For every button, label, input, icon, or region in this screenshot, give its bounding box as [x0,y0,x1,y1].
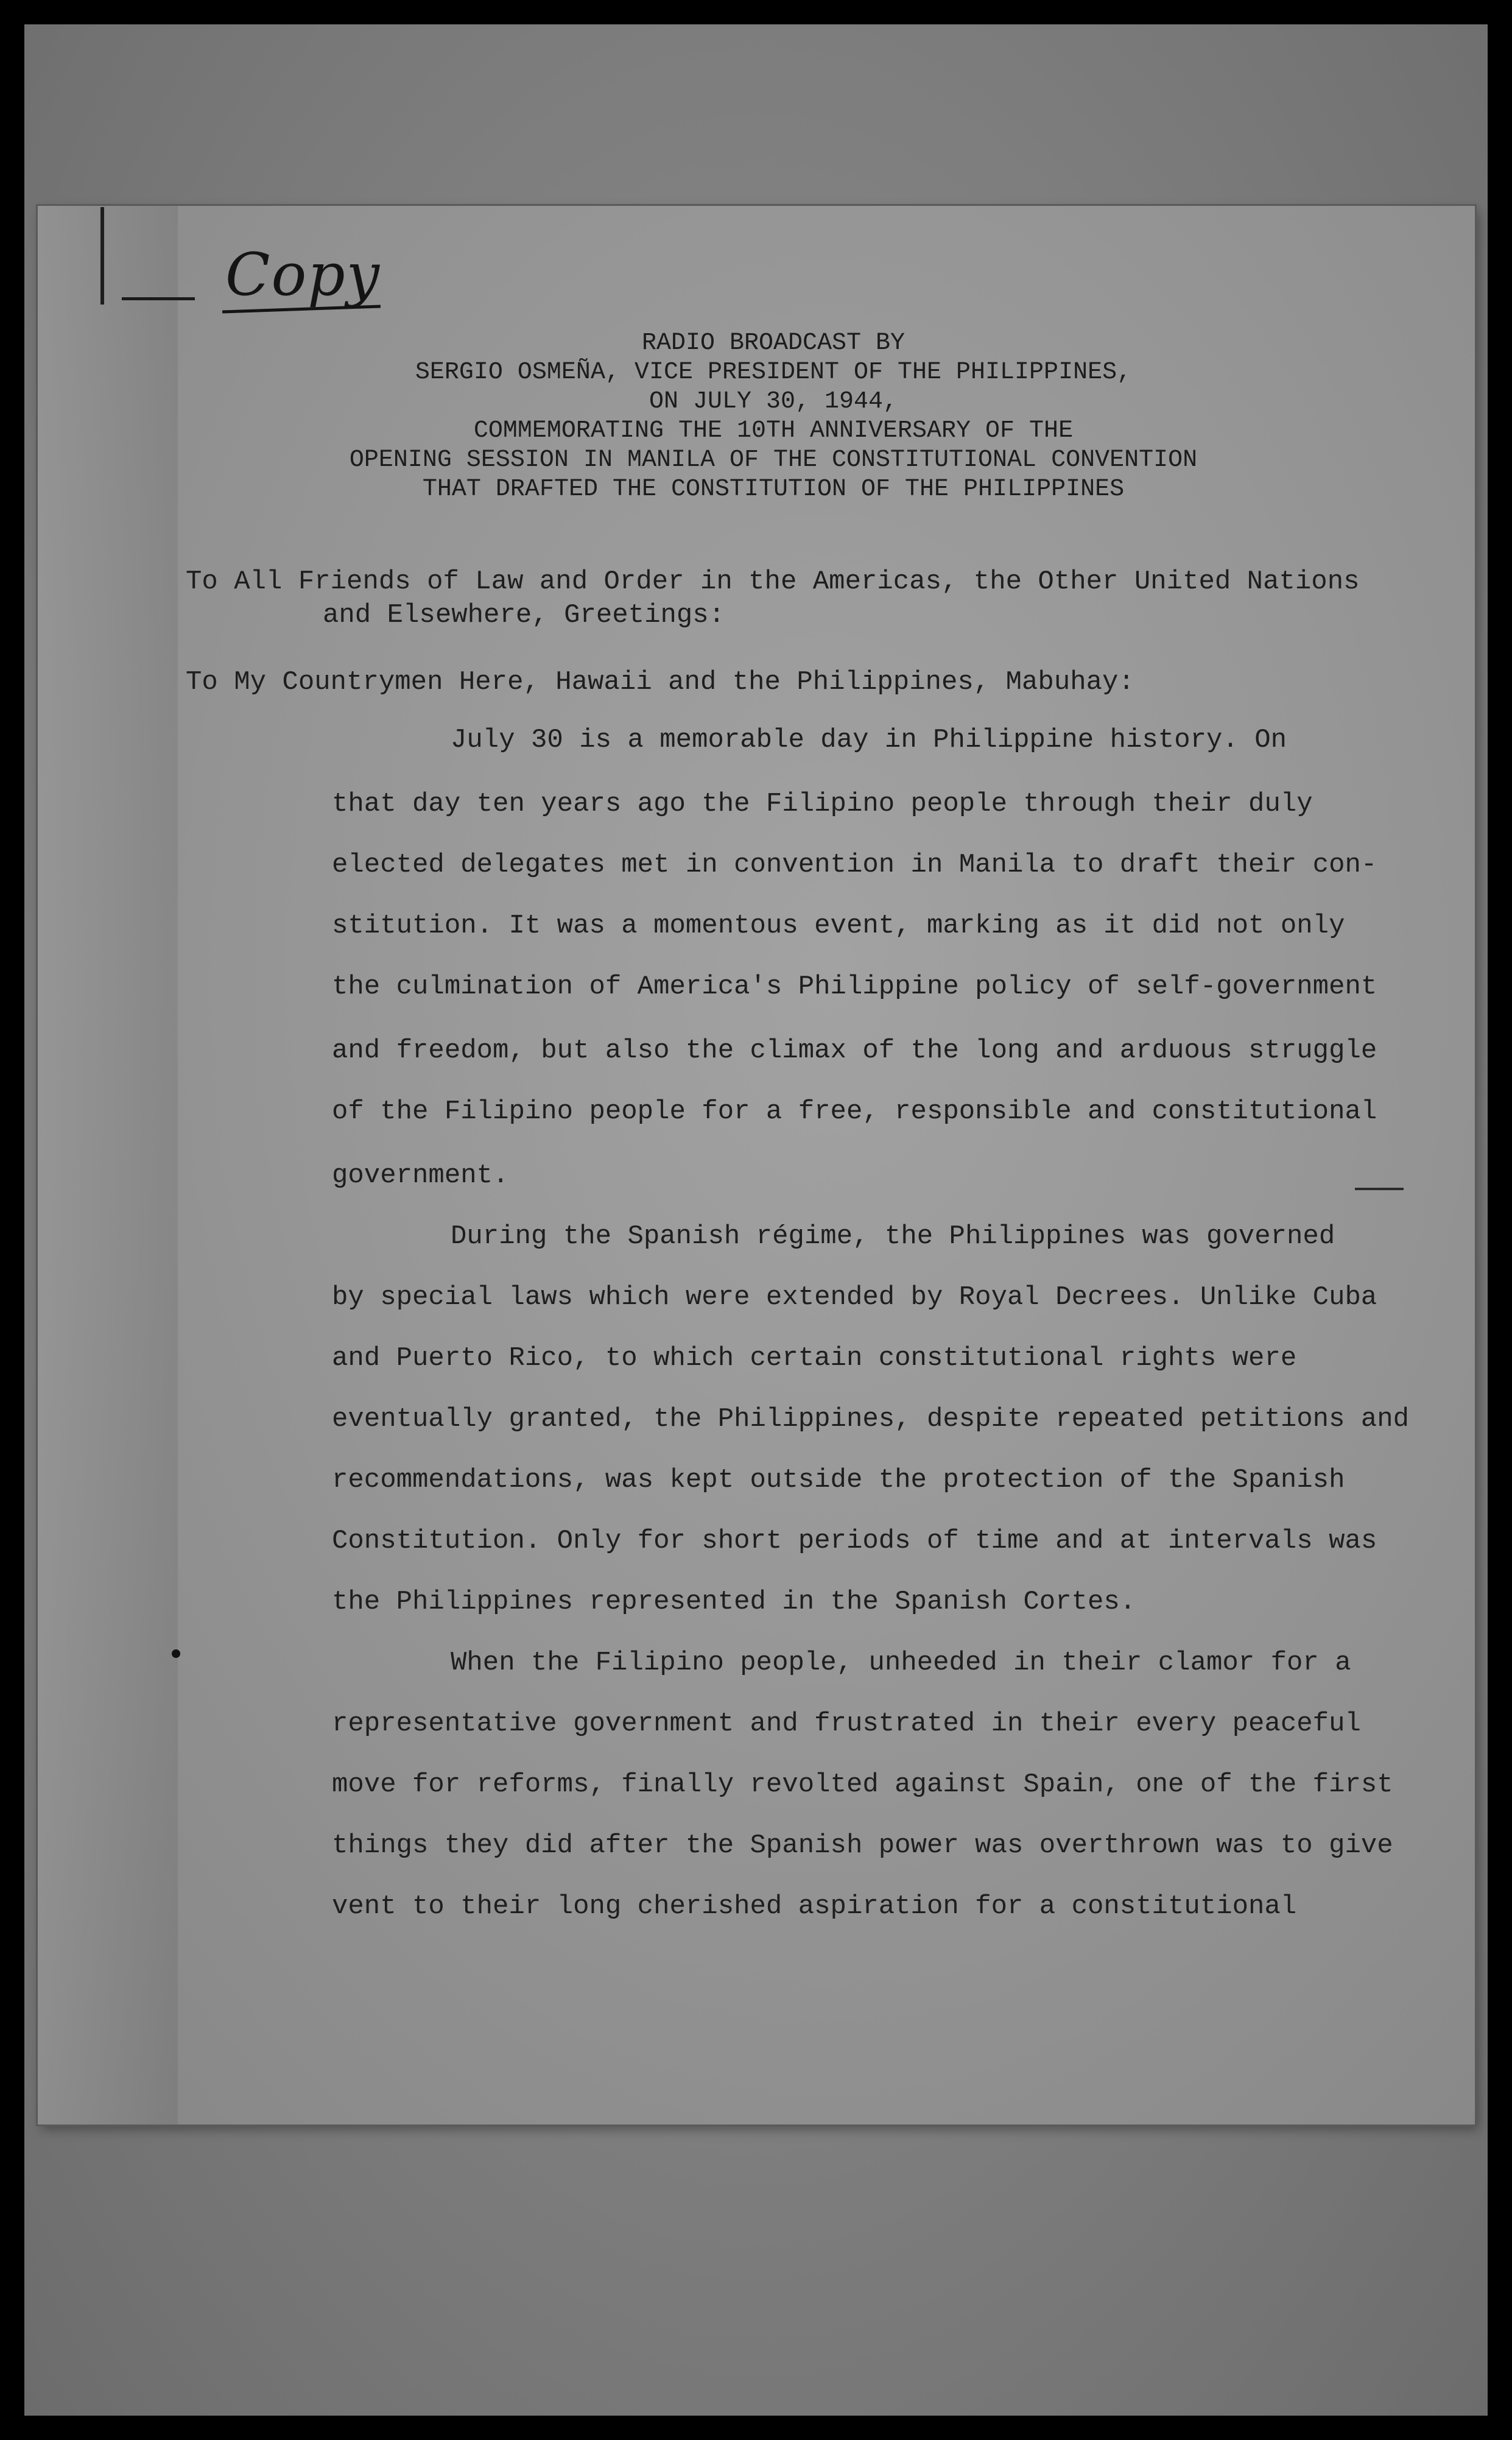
handwritten-dash [122,297,195,300]
salutation-line: and Elsewhere, Greetings: [323,600,725,630]
paragraph-line: the Philippines represented in the Spanish Cortes. [332,1587,1136,1617]
heading-line: OPENING SESSION IN MANILA OF THE CONSTITUTIONAL CONVENTION [349,446,1198,474]
heading-line: COMMEMORATING THE 10TH ANNIVERSARY OF THE [473,417,1074,445]
paragraph-line: government. [332,1160,509,1191]
paragraph-line: recommendations, was kept outside the protection of the Spanish [332,1465,1345,1495]
heading-line: THAT DRAFTED THE CONSTITUTION OF THE PHILIPPINES [422,476,1125,503]
paragraph-line: elected delegates met in convention in Manila to draft their con- [332,850,1377,880]
paragraph-line: things they did after the Spanish power was overthrown was to give [332,1830,1393,1861]
paragraph-line: move for reforms, finally revolted against Spain, one of the first [332,1769,1393,1800]
paragraph-line: Constitution. Only for short periods of time and at intervals was [332,1526,1377,1556]
paragraph-line: vent to their long cherished aspiration for a constitutional [332,1891,1297,1922]
handwritten-copy-note: Copy [225,241,381,309]
paragraph-line: representative government and frustrated in their every peaceful [332,1708,1361,1739]
paragraph-line: that day ten years ago the Filipino people through their duly [332,789,1313,819]
paragraph-line: eventually granted, the Philippines, despite repeated petitions and [332,1404,1410,1434]
paragraph-line: stitution. It was a momentous event, marking as it did not only [332,911,1345,941]
margin-mark [1355,1188,1404,1190]
paragraph-line: by special laws which were extended by Royal Decrees. Unlike Cuba [332,1282,1377,1313]
heading-line: ON JULY 30, 1944, [649,388,898,415]
folded-edge [38,206,178,2124]
fold-crease [100,207,104,305]
salutation-line: To All Friends of Law and Order in the Americas, the Other United Nations [186,566,1360,597]
ink-dot [172,1649,180,1658]
salutation-line: To My Countrymen Here, Hawaii and the Philippines, Mabuhay: [186,667,1134,697]
paragraph-line: During the Spanish régime, the Philippines was governed [451,1221,1335,1252]
paragraph-line: July 30 is a memorable day in Philippine history. On [451,725,1287,755]
paragraph-line: of the Filipino people for a free, responsible and constitutional [332,1096,1377,1127]
paragraph-line: and freedom, but also the climax of the long and arduous struggle [332,1035,1377,1066]
paragraph-line: When the Filipino people, unheeded in their clamor for a [451,1648,1351,1678]
paragraph-line: and Puerto Rico, to which certain constitutional rights were [332,1343,1297,1373]
heading-line: SERGIO OSMEÑA, VICE PRESIDENT OF THE PHILIPPINES, [415,359,1132,386]
paragraph-line: the culmination of America's Philippine policy of self-government [332,971,1377,1002]
document-heading [201,329,1346,504]
heading-line: RADIO BROADCAST BY [641,330,905,357]
